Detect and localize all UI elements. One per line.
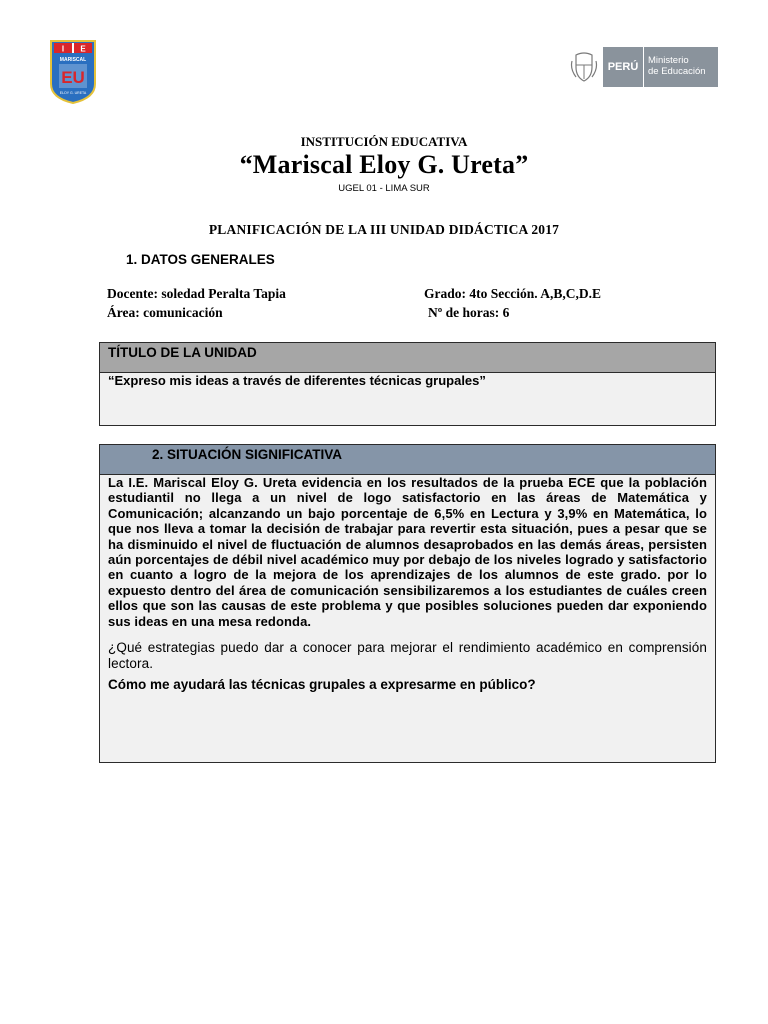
ugel-label: UGEL 01 - LIMA SUR <box>338 183 430 194</box>
ministry-name <box>644 47 718 87</box>
situation-question-1: ¿Qué estrategias puedo dar a conocer para mejorar el rendimiento académico en comprensión lectora. <box>108 640 707 671</box>
docente-field: Docente: soledad Peralta Tapia <box>107 286 286 301</box>
logo-letter-e: E <box>80 44 86 54</box>
situation-question-2: Cómo me ayudará las técnicas grupales a expresarme en público? <box>108 677 536 693</box>
unit-title-text: “Expreso mis ideas a través de diferentes técnicas grupales” <box>108 373 486 388</box>
situation-box <box>99 444 716 763</box>
situation-header: 2. SITUACIÓN SIGNIFICATIVA <box>100 445 715 475</box>
logo-motto: ELOY G. URETA <box>59 91 87 95</box>
school-name: “Mariscal Eloy G. Ureta” <box>239 150 529 179</box>
peru-shield-icon <box>570 51 598 83</box>
ministry-line2: de Educación <box>648 66 706 77</box>
area-field: Área: comunicación <box>107 305 223 320</box>
logo-letter-i: I <box>61 44 65 54</box>
ministry-country: PERÚ <box>603 47 643 87</box>
school-logo <box>50 40 96 104</box>
unit-title-box <box>99 342 716 426</box>
section-1-title: 1. DATOS GENERALES <box>126 252 275 267</box>
ministry-logo <box>570 47 718 87</box>
ministry-line1: Ministerio <box>648 55 689 66</box>
institution-label: INSTITUCIÓN EDUCATIVA <box>300 134 468 149</box>
logo-name: MARISCAL <box>59 57 87 63</box>
grado-field: Grado: 4to Sección. A,B,C,D.E <box>424 286 601 301</box>
situation-paragraph: La I.E. Mariscal Eloy G. Ureta evidencia en los resultados de la prueba ECE que la población estudiantil no llega a un nivel de logo satisfactorio en las áreas de Matemática y Comunicación; alcanzando un bajo porcentaje de 6,5% en Lectura y 3,9% en Matemática, lo que nos lleva a tomar la decisión de trabajar para revertir esta situación, pues a pesar que se ha disminuido el nivel de fluctuación de alumnos desaprobados en las demás áreas, persisten aún porcentajes de débil nivel académico muy por debajo de los niveles logrado y satisfactorio en cuanto a logro de la mejora de los aprendizajes de los alumnos de este grado. por lo expuesto dentro del área de comunicación sensibilizaremos a los estudiantes de cuáles creen ellos que son las causas de este problema y que posibles soluciones pueden dar exponiendo sus ideas en una mesa redonda. <box>108 475 707 629</box>
situation-body <box>100 475 715 693</box>
logo-initials: EU <box>61 68 85 87</box>
plan-title: PLANIFICACIÓN DE LA III UNIDAD DIDÁCTICA 2017 <box>208 222 560 237</box>
unit-title-header: TÍTULO DE LA UNIDAD <box>100 343 715 373</box>
horas-field: Nº de horas: 6 <box>428 305 510 320</box>
